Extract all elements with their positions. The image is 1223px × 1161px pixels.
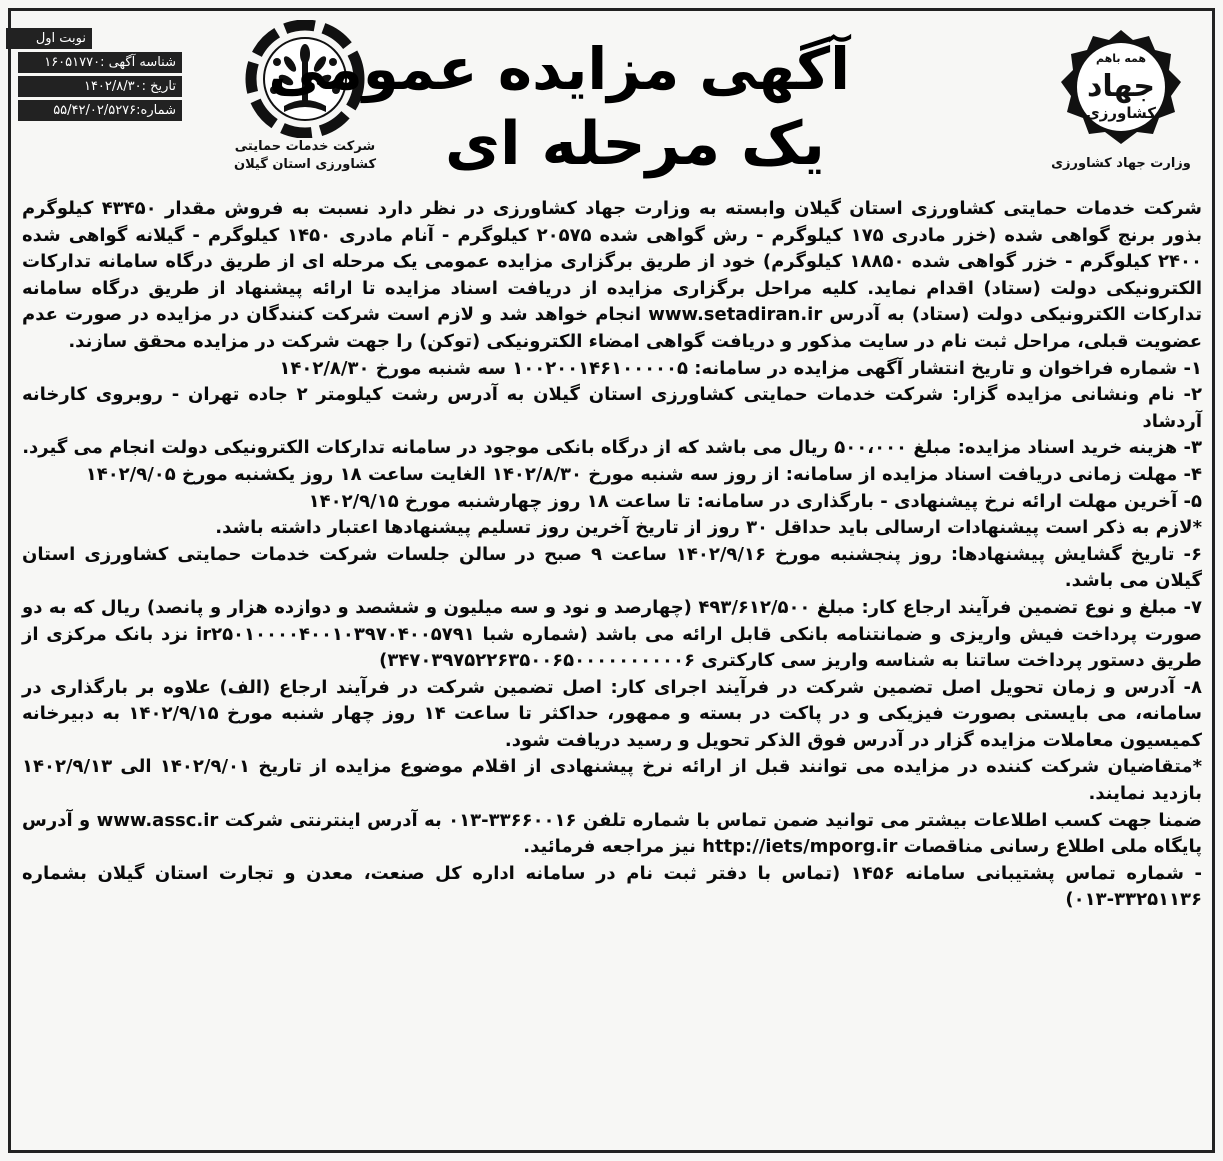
item-5-bid-deadline: ۵- آخرین مهلت ارائه نرخ پیشنهادی - بارگذاری در سامانه: تا ساعت ۱۸ روز چهارشنبه مورخ ۱۴۰۲/۹/۱۵ bbox=[308, 490, 1202, 512]
note-validity: *لازم به ذکر است پیشنهادات ارسالی باید حداقل ۳۰ روز از تاریخ آخرین روز تسلیم پیشنهادها اعتبار داشته باشد. bbox=[215, 517, 1202, 539]
support-line: - شماره تماس پشتیبانی سامانه ۱۴۵۶ (تماس با دفتر ثبت نام در سامانه اداره کل صنعت، معدن و تجارت استان گیلان بشماره ۳۳۲۵۱۱۳۶-۰۱۳) bbox=[22, 862, 1202, 911]
notice-id: شناسه آگهی :۱۶۰۵۱۷۷۰ bbox=[18, 52, 182, 73]
company-logo-caption-1: شرکت خدمات حمایتی bbox=[234, 139, 376, 154]
notice-info-box bbox=[18, 28, 182, 124]
notice-date: تاریخ :۱۴۰۲/۸/۳۰ bbox=[18, 76, 182, 97]
ministry-caption: وزارت جهاد کشاورزی bbox=[1051, 156, 1191, 171]
item-1-call-number: ۱- شماره فراخوان و تاریخ انتشار آگهی مزایده در سامانه: ۱۰۰۲۰۰۱۴۶۱۰۰۰۰۰۵ سه شنبه مورخ ۱۴۰۲/۸/۳۰ bbox=[279, 357, 1202, 379]
item-8-guarantee-delivery: ۸- آدرس و زمان تحویل اصل تضمین شرکت در فرآیند اجرای کار: اصل تضمین شرکت در فرآیند ارجاع (الف) علاوه بر بارگذاری در سامانه، می بایستی بصورت فیزیکی و در پاکت در بسته و ممهور، حداکثر تا ساعت ۱۴ روز چهار شنبه مورخ ۱۴۰۲/۹/۱۵ به دبیرخانه کمیسیون معاملات مزایده گزار در آدرس فوق الذکر تحویل و رسید دریافت شود. bbox=[22, 676, 1202, 751]
ministry-logo-sub: کشاورزی bbox=[1086, 104, 1156, 122]
notice-number: شماره:۵۵/۴۲/۰۲/۵۲۷۶ bbox=[18, 100, 182, 121]
item-2-organizer: ۲- نام ونشانی مزایده گزار: شرکت خدمات حمایتی کشاورزی استان گیلان به آدرس رشت کیلومتر ۲ جاده تهران - روبروی کارخانه آردشاد bbox=[22, 384, 1202, 432]
contact-paragraph: ضمنا جهت کسب اطلاعات بیشتر می توانید ضمن تماس با شماره تلفن ۳۳۶۶۰۰۱۶-۰۱۳ به آدرس اینترنتی شرکت www.assc.ir و آدرس پایگاه ملی اطلاع رسانی مناقصات http://iets/mporg.ir نیز مراجعه فرمائید. bbox=[22, 809, 1202, 858]
intro-paragraph: شرکت خدمات حمایتی کشاورزی استان گیلان وابسته به وزارت جهاد کشاورزی در نظر دارد نسبت به فروش مقدار ۴۳۴۵۰ کیلوگرم بذور برنج گواهی شده (خزر مادری ۱۷۵ کیلوگرم - رش گواهی شده ۲۰۵۷۵ کیلوگرم - آنام مادری ۱۴۵۰ کیلوگرم - گیلانه گواهی شده ۲۴۰۰ کیلوگرم - خزر گواهی شده ۱۸۸۵۰ کیلوگرم) خود از طریق برگزاری مزایده عمومی یک مرحله ای از طریق درگاه سامانه تدارکات الکترونیکی دولت (ستاد) اقدام نماید. کلیه مراحل برگزاری مزایده از دریافت اسناد مزایده تا ارائه پیشنهاد از طریق درگاه سامانه تدارکات الکترونیکی دولت (ستاد) به آدرس www.setadiran.ir انجام خواهد شد و لازم است شرکت کنندگان در مزایده در صورت عدم عضویت قبلی، مراحل ثبت نام در سایت مذکور و دریافت گواهی امضاء الکترونیکی (توکن) را جهت شرکت در مزایده محقق سازند. bbox=[22, 198, 1202, 352]
ministry-logo bbox=[1046, 26, 1196, 171]
page-subtitle: یک مرحله ای bbox=[445, 109, 825, 179]
ministry-emblem-icon bbox=[1057, 26, 1185, 148]
item-7-guarantee: ۷- مبلغ و نوع تضمین فرآیند ارجاع کار: مبلغ ۴۹۳/۶۱۲/۵۰۰ (چهارصد و نود و سه میلیون و ششصد و دوازده هزار و پانصد) ریال که به دو صورت پرداخت فیش واریزی و ضمانتنامه بانکی قابل ارائه می باشد (شماره شبا ir۲۵۰۱۰۰۰۰۴۰۰۱۰۳۹۷۰۴۰۰۵۷۹۱ نزد بانک مرکزی از طریق دستور پرداخت ساتنا به شناسه واریز سی کارکتری ۳۴۷۰۳۹۷۵۲۲۶۳۵۰۰۶۵۰۰۰۰۰۰۰۰۰۰۶) bbox=[22, 596, 1202, 672]
item-3-document-fee: ۳- هزینه خرید اسناد مزایده: مبلغ ۵۰۰،۰۰۰ ریال می باشد که از درگاه بانکی موجود در سامانه تدارکات الکترونیکی دولت انجام می گیرد. bbox=[22, 437, 1202, 459]
item-6-opening-date: ۶- تاریخ گشایش پیشنهادها: روز پنجشنبه مورخ ۱۴۰۲/۹/۱۶ ساعت ۹ صبح در سالن جلسات شرکت خدمات حمایتی کشاورزی استان گیلان می باشد. bbox=[22, 543, 1203, 592]
turn-label: نوبت اول bbox=[6, 28, 92, 49]
ministry-logo-main: جهاد bbox=[1086, 69, 1156, 104]
notice-body bbox=[22, 196, 1202, 914]
note-visit: *متقاضیان شرکت کننده در مزایده می توانند قبل از ارائه نرخ پیشنهادی از اقلام موضوع مزایده از تاریخ ۱۴۰۲/۹/۰۱ الی ۱۴۰۲/۹/۱۳ بازدید نمایند. bbox=[22, 756, 1202, 805]
page-title: آگهی مزایده عمومی bbox=[268, 35, 850, 103]
ministry-logo-top: همه باهم bbox=[1095, 52, 1147, 65]
company-logo-caption-2: کشاورزی استان گیلان bbox=[233, 157, 377, 172]
item-4-document-deadline: ۴- مهلت زمانی دریافت اسناد مزایده از سامانه: از روز سه شنبه مورخ ۱۴۰۲/۸/۳۰ الغایت ساعت ۱۸ روز یکشنبه مورخ ۱۴۰۲/۹/۰۵ bbox=[85, 463, 1202, 485]
